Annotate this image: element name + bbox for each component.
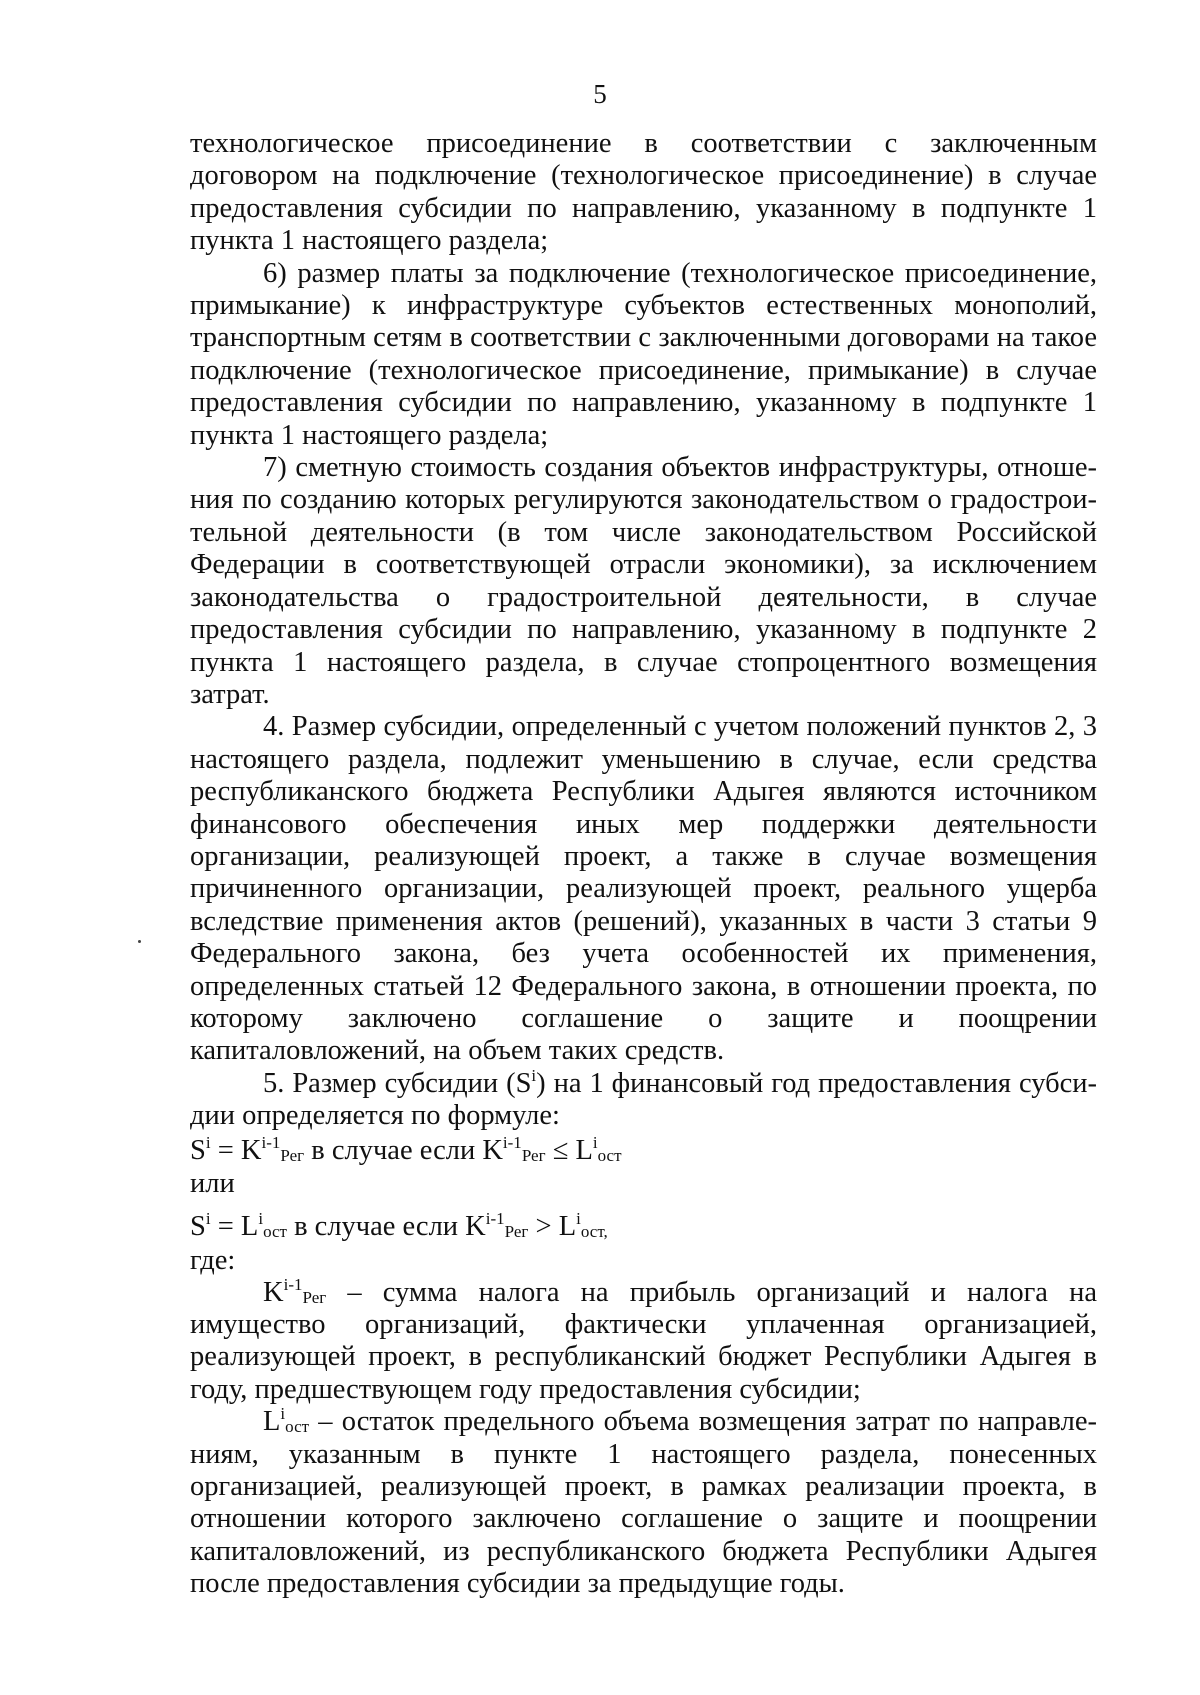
page-number: 5: [593, 79, 607, 109]
formula-2: $S^i = L^i_{ост}$ в случае если $K^{i-1}_{Рег} > L^i_{ост,}$: [190, 1208, 608, 1242]
formula-or: или: [190, 1167, 235, 1199]
paragraph-point-5: 5. Размер субсидии $(S^i)$ на 1 финансовый год предоставления субсидии определяется по формуле:: [190, 1065, 1097, 1132]
where-label: где:: [190, 1244, 236, 1276]
definition-l: $L^i_{ост}$ – остаток предельного объема возмещения затрат по направлениям, указанным в пункте 1 настоящего раздела, понесенных организацией, реализующей проект, в рамках реализации проекта, в отношении которого заключено соглашение о защите и поощрении капиталовложений, из республиканского бюджета Республики Адыгея после предоставления субсидии за предыдущие годы.: [190, 1404, 1097, 1600]
definition-k: $K^{i-1}_{Рег}$ – сумма налога на прибыль организаций и налога на имущество организаций, фактически уплаченная организацией, реализующей проект, в республиканский бюджет Республики Адыгея в году, предшествующем году предоставления субсидии;: [190, 1274, 1097, 1405]
paragraph-item-6: 6) размер платы за подключение (технологическое присоединение, примыкание) к инфраструктуре субъектов естественных монополий, транспортным сетям в соответствии с заключенными договорами на такое подключение (технологическое присоединение, примыкание) в случае предоставления субсидии по направлению, указанному в подпункте 1 пункта 1 настоящего раздела;: [190, 257, 1097, 451]
paragraph-item-7: 7) сметную стоимость создания объектов инфраструктуры, отношения по созданию которых регулируются законодательством о градостроительной деятельности (в том числе законодательством Российской Федерации в соответствующей отрасли экономики), за исключением законодательства о градостроительной деятельности, в случае предоставления субсидии по направлению, указанному в подпункте 2 пункта 1 настоящего раздела, в случае стопроцентного возмещения затрат.: [190, 452, 1097, 710]
formula-1: $S^i = K^{i-1}_{Рег}$ в случае если $K^{i-1}_{Рег} \le L^i_{ост}$: [190, 1132, 622, 1166]
paragraph-point-4: 4. Размер субсидии, определенный с учетом положений пунктов 2, 3 настоящего раздела, подлежит уменьшению в случае, если средства республиканского бюджета Республики Адыгея являются источником финансового обеспечения иных мер поддержки деятельности организации, реализующей проект, а также в случае возмещения причиненного организации, реализующей проект, реального ущерба вследствие применения актов (решений), указанных в части 3 статьи 9 Федерального закона, без учета особенностей их применения, определенных статьей 12 Федерального закона, в отношении проекта, по которому заключено соглашение о защите и поощрении капиталовложений, на объем таких средств.: [190, 711, 1097, 1067]
paragraph-intro: технологическое присоединение в соответствии с заключенным договором на подключение (технологическое присоединение) в случае предоставления субсидии по направлению, указанному в подпункте 1 пункта 1 настоящего раздела;: [190, 128, 1097, 257]
scan-speck: [138, 940, 141, 943]
document-body: [190, 128, 1097, 1601]
